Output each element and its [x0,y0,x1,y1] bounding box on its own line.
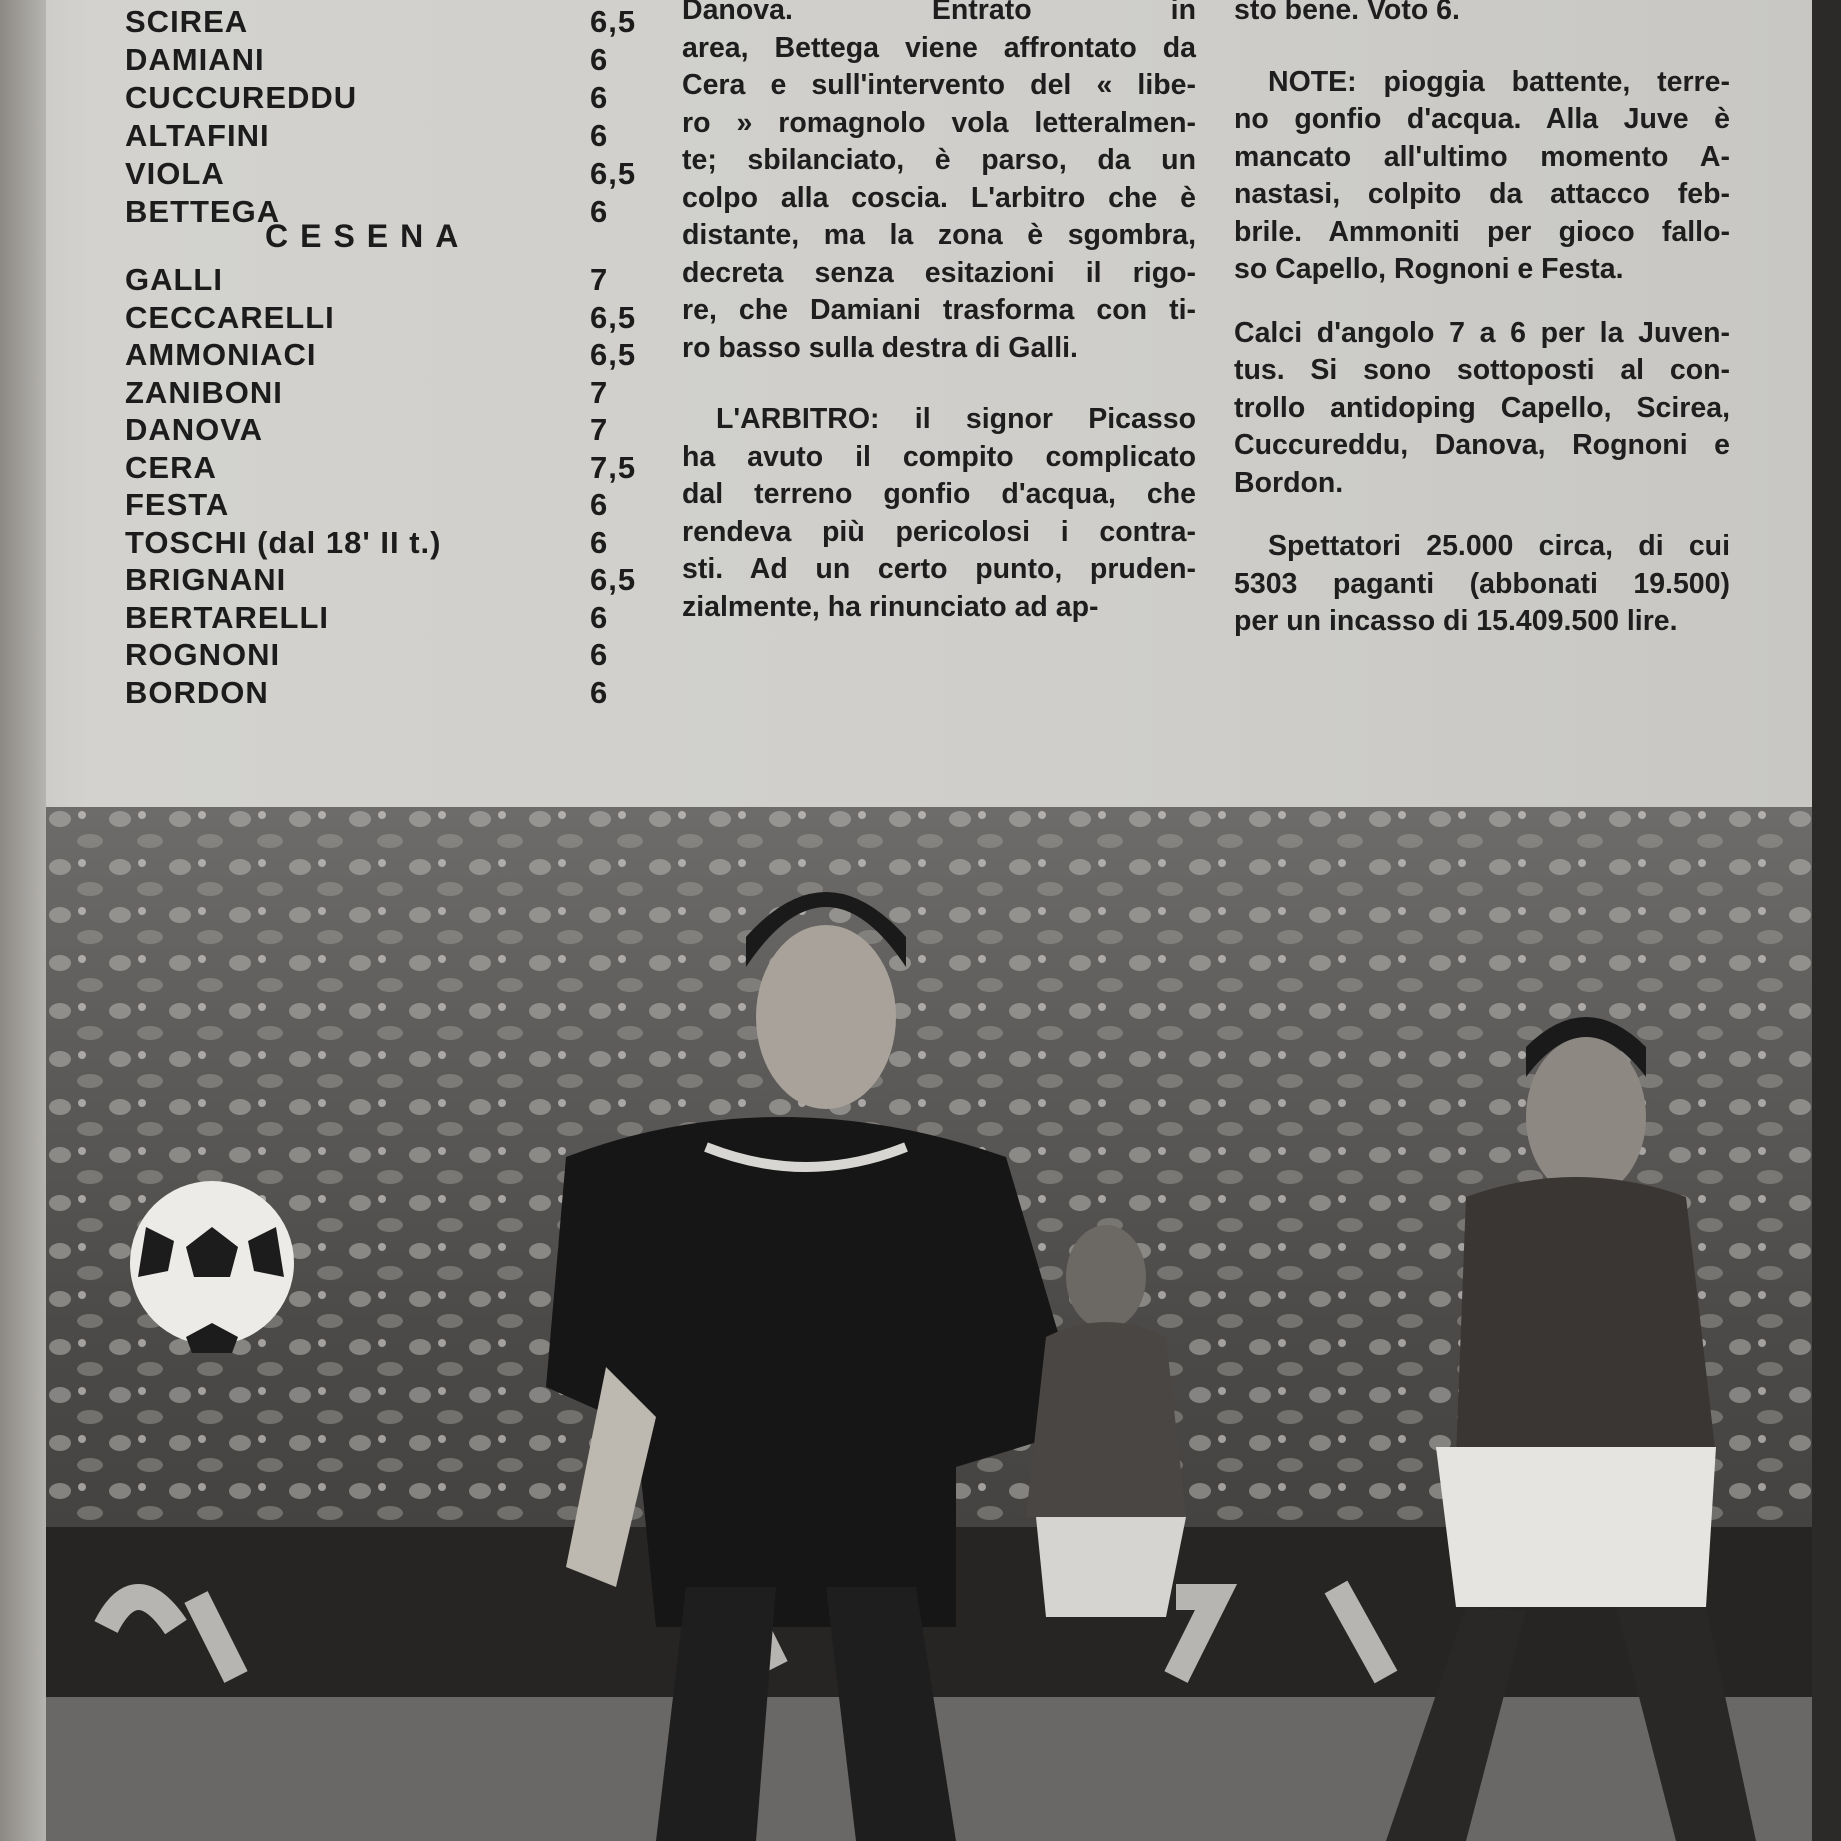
text-line: NOTE: pioggia battente, terre- [1268,65,1730,98]
text-line: ro basso sulla destra di Galli. [682,331,1078,364]
player-name: CERA [125,449,217,485]
text-line: mancato all'ultimo momento A- [1234,140,1730,173]
player-name: VIOLA [125,156,225,191]
rating-row [125,262,645,298]
player-vote: 6 [590,194,609,229]
rating-row [125,487,645,523]
text-line: so Capello, Rognoni e Festa. [1234,253,1624,285]
match-photo-illustration [46,807,1812,1841]
player-vote: 6,5 [590,337,637,372]
report-paragraph-attendance [1234,528,1730,641]
text-line: rendeva più pericolosi i contra- [682,515,1196,548]
report-paragraph-notes [1234,64,1730,289]
rating-row [125,156,645,192]
text-line: sto bene. Voto 6. [1234,0,1460,26]
text-line: ro » romagnolo vola letteralmen- [682,106,1196,139]
text-line: trollo antidoping Capello, Scirea, [1234,391,1730,424]
page-edge-shadow [1812,0,1841,1841]
player-name: ROGNONI [125,637,281,672]
report-paragraph-corners [1234,315,1730,503]
player-name: CUCCUREDDU [125,80,358,115]
text-line: Cera e sull'intervento del « libe- [682,69,1196,101]
text-line: Calci d'angolo 7 a 6 per la Juven- [1234,316,1730,349]
report-paragraph-vote [1234,0,1730,30]
player-name: ALTAFINI [125,118,270,153]
page-gutter [0,0,46,1841]
text-line: distante, ma la zona è sgombra, [682,219,1196,251]
player-vote: 6 [590,637,609,672]
rating-row [125,42,645,78]
player-vote: 7 [590,374,609,410]
player-name: TOSCHI (dal 18' II t.) [125,524,442,560]
match-report-middle-column [682,0,1196,626]
cesena-heading: CESENA [265,218,471,254]
text-line: te; sbilanciato, è parso, da un [682,144,1196,176]
text-line: decreta senza esitazioni il rigo- [682,256,1196,289]
text-line: re, che Damiani trasforma con ti- [682,294,1196,326]
player-name: FESTA [125,487,230,522]
player-name: AMMONIACI [125,337,317,372]
rating-row [125,4,645,40]
text-line: colpo alla coscia. L'arbitro che è [682,181,1196,214]
player-name: BORDON [125,674,269,710]
rating-row [125,300,645,336]
text-line: nastasi, colpito da attacco feb- [1234,178,1730,210]
player-vote: 6 [590,80,609,115]
rating-row [125,562,645,598]
match-report-right-column [1234,0,1730,641]
player-name: GALLI [125,262,223,297]
text-line: tus. Si sono sottoposti al con- [1234,354,1730,386]
player-vote: 6,5 [590,156,637,191]
player-vote: 6 [590,524,609,560]
player-vote: 6 [590,118,609,153]
text-line: 5303 paganti (abbonati 19.500) [1234,567,1730,600]
text-line: Spettatori 25.000 circa, di cui [1268,530,1730,562]
text-line: zialmente, ha rinunciato ad ap- [682,590,1099,623]
text-line: Bordon. [1234,466,1344,499]
rating-row [125,375,645,411]
rating-row [125,337,645,373]
rating-row [125,450,645,486]
player-name: ZANIBONI [125,374,283,410]
player-name: BERTARELLI [125,599,330,635]
text-line: ha avuto il compito complicato [682,440,1196,473]
report-paragraph-penalty [682,0,1196,367]
text-line: dal terreno gonfio d'acqua, che [682,478,1196,510]
text-line: Danova. Entrato in [682,0,1196,26]
player-vote: 6 [590,487,609,522]
text-line: L'ARBITRO: il signor Picasso [716,403,1196,435]
rating-row [125,525,645,561]
text-line: brile. Ammoniti per gioco fallo- [1234,215,1730,248]
rating-row [125,412,645,448]
report-paragraph-referee [682,401,1196,626]
player-name: CECCARELLI [125,299,335,335]
player-name: SCIREA [125,4,249,39]
player-name: DAMIANI [125,42,265,77]
text-line: per un incasso di 15.409.500 lire. [1234,605,1678,637]
text-line: no gonfio d'acqua. Alla Juve è [1234,103,1730,135]
player-vote: 7 [590,412,609,447]
player-vote: 6,5 [590,4,637,39]
text-line: sti. Ad un certo punto, pruden- [682,553,1196,585]
match-photo [46,807,1812,1841]
player-vote: 7 [590,262,609,297]
rating-row [125,637,645,673]
rating-row [125,80,645,116]
rating-row [125,118,645,154]
player-name: BRIGNANI [125,562,287,597]
player-vote: 6,5 [590,562,637,597]
player-vote: 6,5 [590,299,637,335]
player-vote: 6 [590,42,609,77]
player-vote: 7,5 [590,449,637,485]
player-vote: 6 [590,599,609,635]
player-name: BETTEGA [125,194,281,229]
player-name: DANOVA [125,412,264,447]
player-vote: 6 [590,674,609,710]
text-line: Cuccureddu, Danova, Rognoni e [1234,429,1730,461]
rating-row [125,675,645,711]
text-line: area, Bettega viene affrontato da [682,31,1196,64]
rating-row [125,600,645,636]
